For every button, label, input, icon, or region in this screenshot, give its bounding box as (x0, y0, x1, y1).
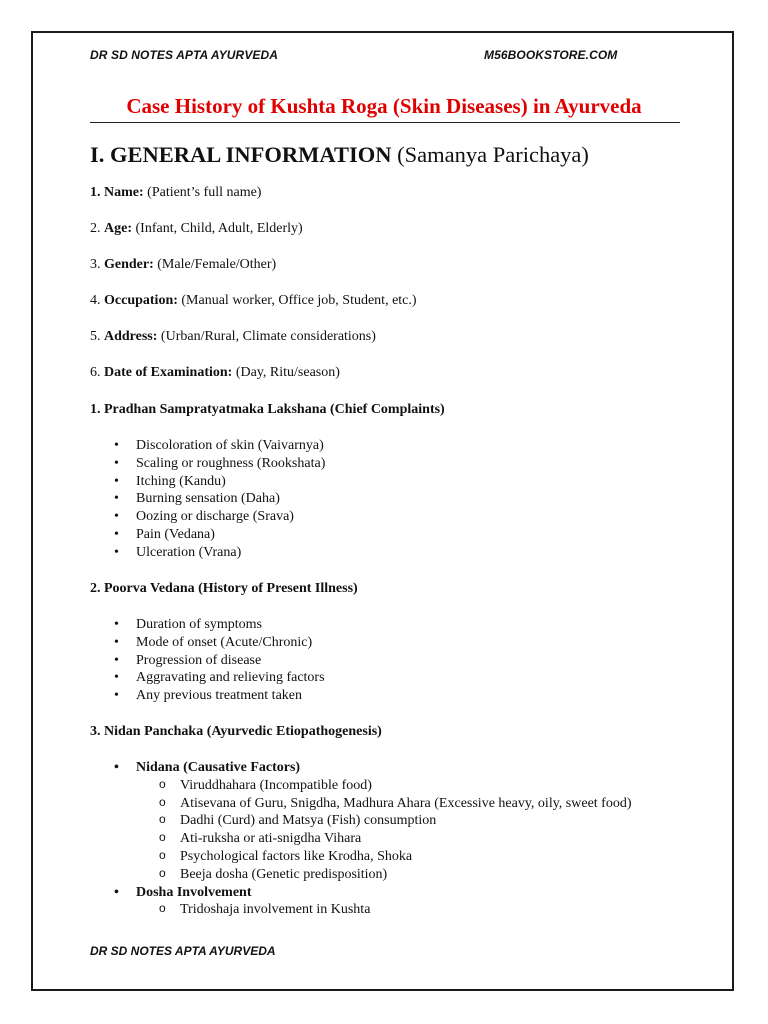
info-line-age (90, 221, 303, 237)
dosha-sublist (136, 901, 632, 919)
info-value: (Infant, Child, Adult, Elderly) (132, 221, 303, 236)
dosha-label: Dosha Involvement (136, 884, 252, 900)
info-line-date (90, 365, 340, 381)
nidan-panchaka-list (90, 759, 632, 919)
info-line-gender (90, 257, 276, 273)
list-item: • Progression of disease (90, 652, 325, 670)
sub-list-item: o Tridoshaja involvement in Kushta (136, 901, 632, 919)
list-item: • Oozing or discharge (Srava) (90, 508, 325, 526)
info-num: 6. (90, 365, 104, 380)
info-value: (Patient’s full name) (143, 185, 262, 200)
sub-list-item: o Psychological factors like Krodha, Shoka (136, 848, 632, 866)
dosha-item (90, 884, 632, 920)
list-item: • Aggravating and relieving factors (90, 669, 325, 687)
list-item: • Pain (Vedana) (90, 526, 325, 544)
list-item: • Duration of symptoms (90, 616, 325, 634)
footer-text: DR SD NOTES APTA AYURVEDA (90, 944, 276, 958)
info-line-address (90, 329, 376, 345)
info-num: 1. (90, 185, 104, 200)
info-num: 2. (90, 221, 104, 236)
info-label: Name: (104, 185, 144, 200)
header-right-text: M56BOOKSTORE.COM (484, 48, 618, 62)
header-left-text: DR SD NOTES APTA AYURVEDA (90, 48, 279, 62)
nidana-label: Nidana (Causative Factors) (136, 760, 301, 775)
info-value: (Urban/Rural, Climate considerations) (157, 329, 376, 344)
present-illness-heading: 2. Poorva Vedana (History of Present Illness) (90, 581, 358, 596)
sub-list-item: o Beeja dosha (Genetic predisposition) (136, 866, 632, 884)
info-label: Age: (104, 221, 132, 236)
sub-list-item: o Ati-ruksha or ati-snigdha Vihara (136, 830, 632, 848)
list-item: • Discoloration of skin (Vaivarnya) (90, 437, 325, 455)
sub-list-item: o Dadhi (Curd) and Matsya (Fish) consumption (136, 812, 632, 830)
section-heading-main: I. GENERAL INFORMATION (90, 142, 392, 167)
list-item: • Any previous treatment taken (90, 687, 325, 705)
info-line-name (90, 185, 261, 201)
info-num: 5. (90, 329, 104, 344)
nidana-item (90, 759, 632, 884)
info-label: Occupation: (104, 293, 178, 308)
info-value: (Male/Female/Other) (153, 257, 277, 272)
list-item: • Mode of onset (Acute/Chronic) (90, 634, 325, 652)
chief-complaints-list (90, 437, 325, 562)
chief-complaints-heading: 1. Pradhan Sampratyatmaka Lakshana (Chief Complaints) (90, 402, 445, 417)
info-value: (Day, Ritu/season) (232, 365, 340, 380)
section-heading-sub: (Samanya Parichaya) (391, 142, 589, 167)
info-label: Address: (104, 329, 158, 344)
list-item: • Ulceration (Vrana) (90, 544, 325, 562)
title-underline (90, 122, 680, 123)
sub-list-item: o Atisevana of Guru, Snigdha, Madhura Ahara (Excessive heavy, oily, sweet food) (136, 795, 632, 813)
info-num: 4. (90, 293, 104, 308)
list-item: • Burning sensation (Daha) (90, 490, 325, 508)
info-value: (Manual worker, Office job, Student, etc.) (177, 293, 417, 308)
section-heading (90, 142, 589, 168)
info-num: 3. (90, 257, 104, 272)
nidan-panchaka-heading: 3. Nidan Panchaka (Ayurvedic Etiopathogenesis) (90, 724, 382, 739)
list-item: • Scaling or roughness (Rookshata) (90, 455, 325, 473)
info-label: Gender: (104, 257, 154, 272)
present-illness-list (90, 616, 325, 705)
document-title: Case History of Kushta Roga (Skin Diseases) in Ayurveda (126, 94, 642, 118)
nidana-sublist (136, 777, 632, 884)
sub-list-item: o Viruddhahara (Incompatible food) (136, 777, 632, 795)
info-label: Date of Examination: (104, 365, 233, 380)
info-line-occupation (90, 293, 417, 309)
list-item: • Itching (Kandu) (90, 473, 325, 491)
